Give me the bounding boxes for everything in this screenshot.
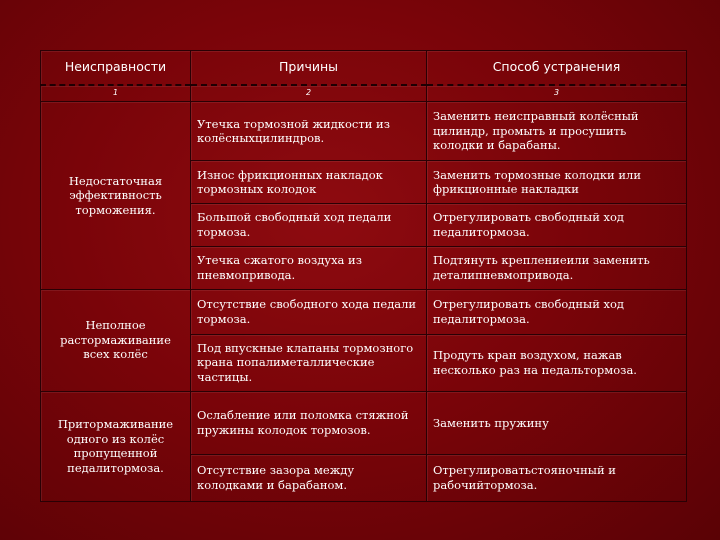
remedy-cell: Отрегулироватьстояночный и рабочийтормоза. xyxy=(427,454,687,501)
remedy-cell: Заменить пружину xyxy=(427,391,687,454)
column-number-row xyxy=(41,85,687,101)
cause-cell: Под впускные клапаны тормозного крана попалиметаллические частицы. xyxy=(191,334,427,391)
faults-table xyxy=(40,50,687,502)
remedy-cell: Заменить неисправный колёсный цилиндр, промыть и просушить колодки и барабаны. xyxy=(427,102,687,161)
column-number-3: 3 xyxy=(427,85,687,101)
remedy-cell: Заменить тормозные колодки или фрикционные накладки xyxy=(427,161,687,204)
cause-cell: Утечка тормозной жидкости из колёсныхцилиндров. xyxy=(191,102,427,161)
remedy-cell: Подтянуть креплениеили заменить деталипневмопривода. xyxy=(427,246,687,289)
cause-cell: Утечка сжатого воздуха из пневмопривода. xyxy=(191,246,427,289)
table-header-row xyxy=(41,51,687,86)
cause-cell: Износ фрикционных накладок тормозных колодок xyxy=(191,161,427,204)
table-row xyxy=(41,391,687,454)
header-remedy: Способ устранения xyxy=(427,51,687,86)
header-causes: Причины xyxy=(191,51,427,86)
header-faults: Неисправности xyxy=(41,51,191,86)
fault-cell: Притормаживание одного из колёс пропущенной педалитормоза. xyxy=(41,391,191,501)
table-row xyxy=(41,102,687,161)
column-number-2: 2 xyxy=(191,85,427,101)
column-number-1: 1 xyxy=(41,85,191,101)
remedy-cell: Отрегулировать свободный ход педалитормоза. xyxy=(427,289,687,334)
table-row xyxy=(41,289,687,334)
fault-cell: Недостаточная эффективность торможения. xyxy=(41,102,191,290)
cause-cell: Отсутствие зазора между колодками и барабаном. xyxy=(191,454,427,501)
cause-cell: Отсутствие свободного хода педали тормоза. xyxy=(191,289,427,334)
fault-cell: Неполное растормаживание всех колёс xyxy=(41,289,191,391)
remedy-cell: Отрегулировать свободный ход педалитормоза. xyxy=(427,204,687,247)
cause-cell: Большой свободный ход педали тормоза. xyxy=(191,204,427,247)
cause-cell: Ослабление или поломка стяжной пружины колодок тормозов. xyxy=(191,391,427,454)
remedy-cell: Продуть кран воздухом, нажав несколько раз на педальтормоза. xyxy=(427,334,687,391)
